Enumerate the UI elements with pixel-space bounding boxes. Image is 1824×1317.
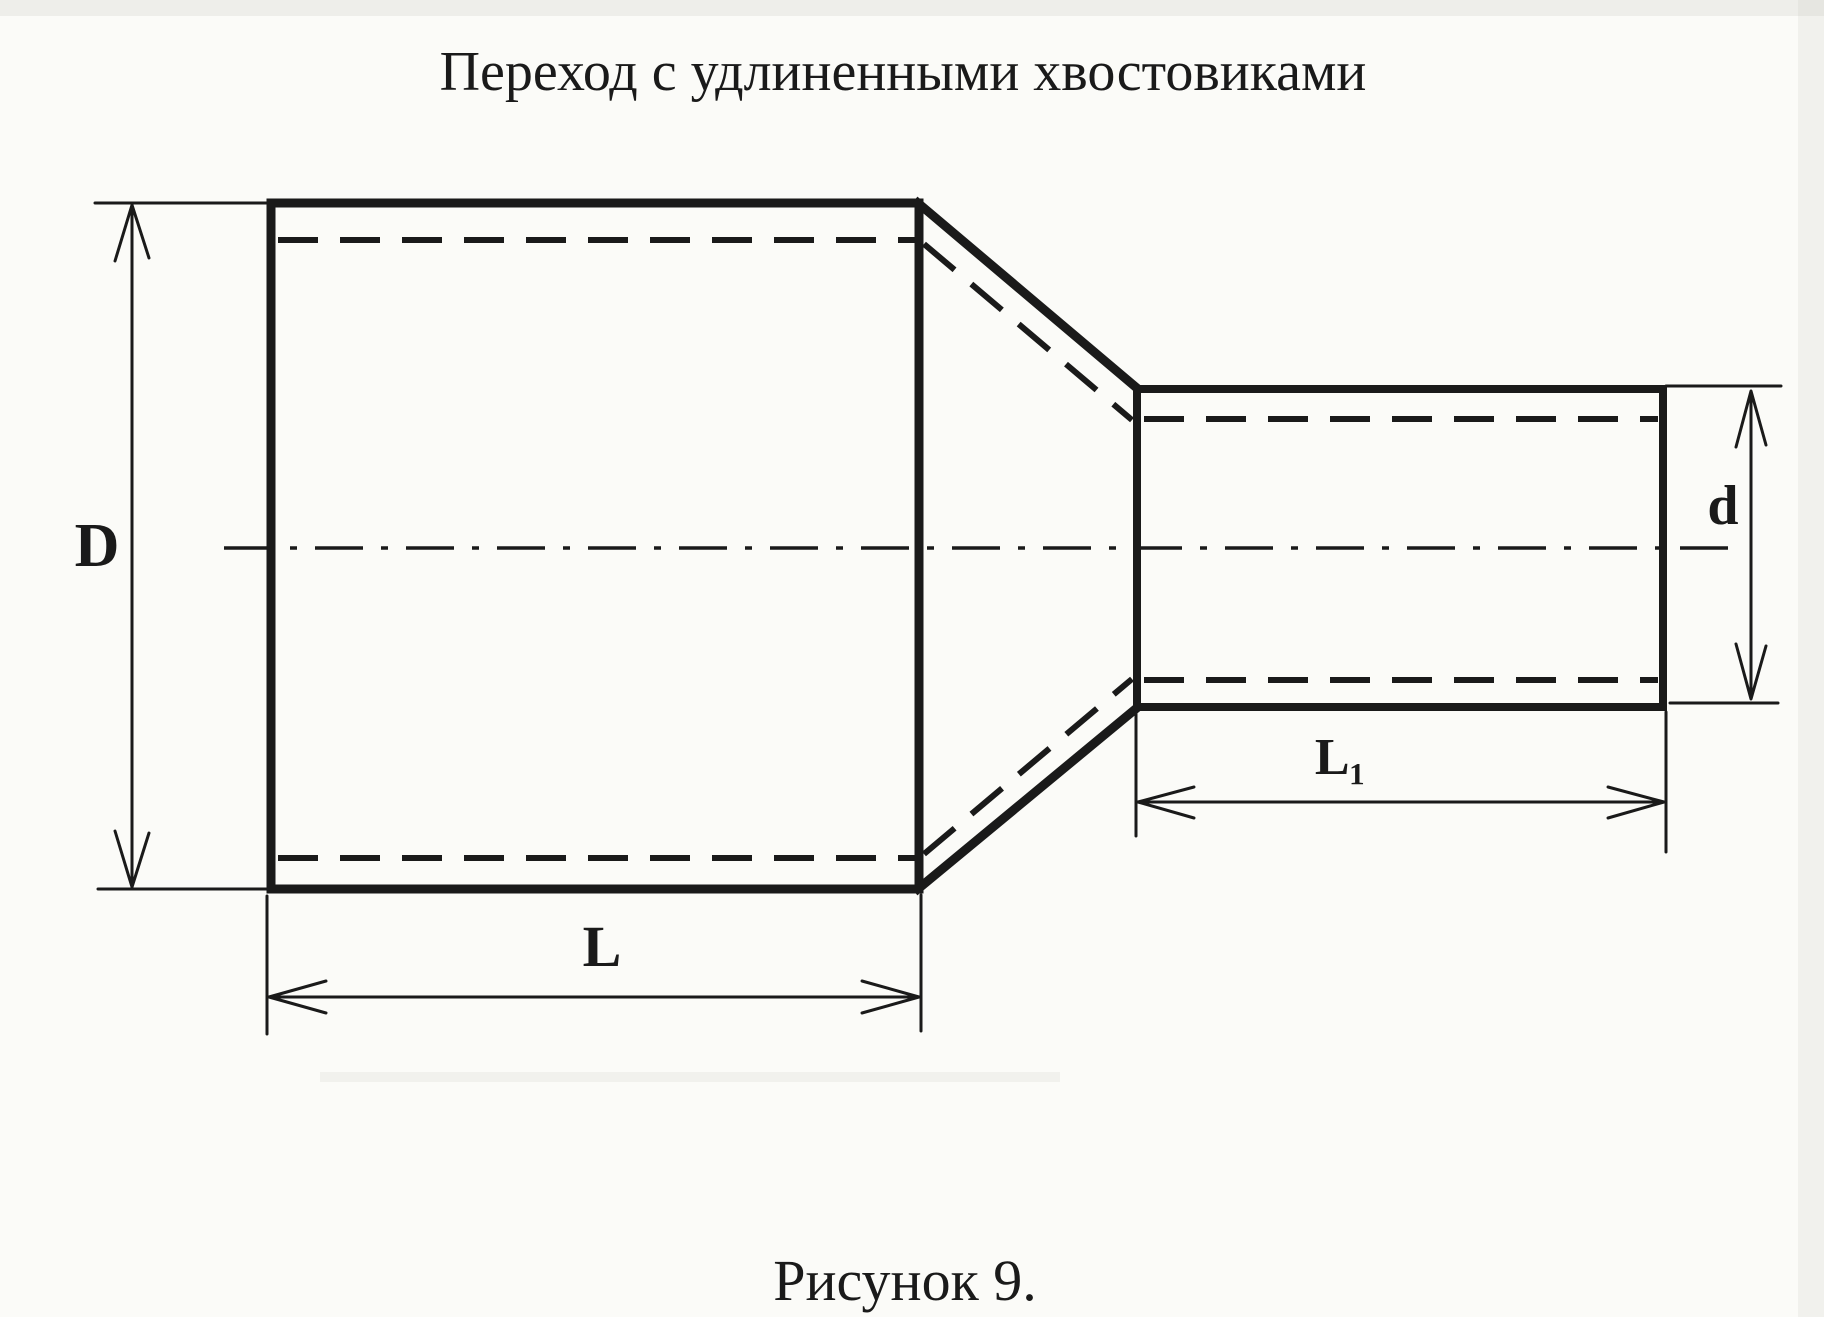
small-pipe-outline (1137, 389, 1663, 707)
scan-artifact-streak (320, 1072, 1060, 1082)
figure-caption: Рисунок 9. (773, 1248, 1037, 1313)
dimension-L1 (1136, 712, 1666, 852)
dimension-D (75, 203, 267, 889)
dimension-d (1666, 386, 1781, 703)
scan-artifact-top-band (0, 0, 1824, 16)
large-pipe (271, 203, 919, 889)
figure-title: Переход с удлиненными хвостовиками (439, 41, 1367, 103)
dim-L1-label: L₁ (1314, 729, 1366, 786)
transition-cone (918, 203, 1138, 889)
dimension-L (267, 895, 921, 1034)
dim-L-label: L (582, 914, 622, 979)
large-pipe-outline (271, 203, 919, 889)
cone-top-edge (918, 203, 1138, 389)
dim-d-label: d (1707, 475, 1739, 537)
cone-bottom-edge (918, 707, 1138, 889)
cone-bore-dashed-top (924, 244, 1132, 420)
small-pipe (1137, 389, 1663, 707)
dim-D-label: D (74, 512, 120, 580)
cone-bore-dashed-bottom (924, 679, 1132, 854)
scan-artifact-right-band (1798, 0, 1824, 1317)
